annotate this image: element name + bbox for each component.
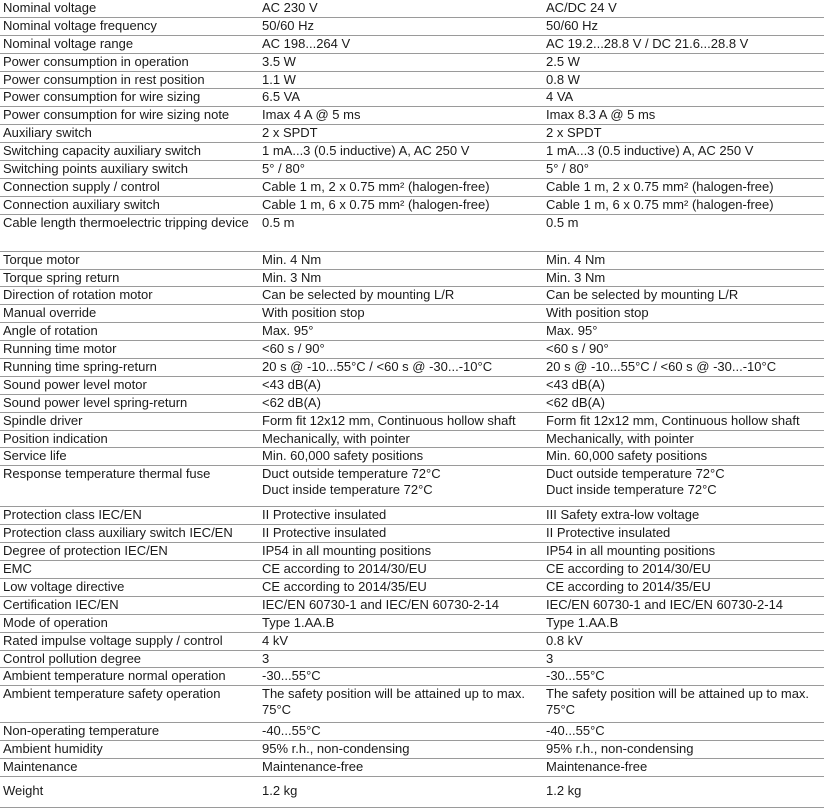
- spec-value-acdc24: Cable 1 m, 2 x 0.75 mm² (halogen-free): [542, 178, 824, 196]
- spec-value-acdc24: <43 dB(A): [542, 376, 824, 394]
- spec-row: [0, 196, 824, 214]
- spec-label: Nominal voltage: [0, 0, 258, 17]
- spec-label: Non-operating temperature: [0, 723, 258, 741]
- spec-row: [0, 323, 824, 341]
- spec-value-ac230: Min. 3 Nm: [258, 269, 542, 287]
- spec-value-ac230: Maintenance-free: [258, 759, 542, 777]
- spec-value-acdc24: CE according to 2014/35/EU: [542, 578, 824, 596]
- spec-value-acdc24: Imax 8.3 A @ 5 ms: [542, 107, 824, 125]
- spec-label: Sound power level spring-return: [0, 394, 258, 412]
- spec-value-ac230: 2 x SPDT: [258, 125, 542, 143]
- spec-value-acdc24: 1 mA...3 (0.5 inductive) A, AC 250 V: [542, 143, 824, 161]
- spec-value-acdc24: <62 dB(A): [542, 394, 824, 412]
- spec-label: Direction of rotation motor: [0, 287, 258, 305]
- spec-row: [0, 759, 824, 777]
- spec-label: Power consumption in operation: [0, 53, 258, 71]
- spec-value-acdc24: CE according to 2014/30/EU: [542, 561, 824, 579]
- spec-label: Rated impulse voltage supply / control: [0, 632, 258, 650]
- spec-value-ac230: Form fit 12x12 mm, Continuous hollow shaft: [258, 412, 542, 430]
- spec-value-acdc24: 5° / 80°: [542, 161, 824, 179]
- spec-value-ac230: CE according to 2014/30/EU: [258, 561, 542, 579]
- spec-row: [0, 214, 824, 251]
- spec-label: Weight: [0, 776, 258, 807]
- spec-value-ac230: Cable 1 m, 6 x 0.75 mm² (halogen-free): [258, 196, 542, 214]
- spec-value-acdc24: 2.5 W: [542, 53, 824, 71]
- spec-value-acdc24: Form fit 12x12 mm, Continuous hollow shaft: [542, 412, 824, 430]
- spec-value-ac230: -40...55°C: [258, 723, 542, 741]
- spec-label: Ambient humidity: [0, 741, 258, 759]
- spec-value-acdc24: 3: [542, 650, 824, 668]
- spec-value-acdc24: <60 s / 90°: [542, 341, 824, 359]
- spec-value-ac230: 0.5 m: [258, 214, 542, 251]
- spec-label: Spindle driver: [0, 412, 258, 430]
- spec-label: Torque spring return: [0, 269, 258, 287]
- spec-row: [0, 161, 824, 179]
- spec-value-acdc24: Type 1.AA.B: [542, 614, 824, 632]
- spec-value-acdc24: III Safety extra-low voltage: [542, 507, 824, 525]
- spec-value-ac230: 3.5 W: [258, 53, 542, 71]
- spec-value-ac230: -30...55°C: [258, 668, 542, 686]
- spec-label: Certification IEC/EN: [0, 596, 258, 614]
- spec-value-ac230: IEC/EN 60730-1 and IEC/EN 60730-2-14: [258, 596, 542, 614]
- spec-value-acdc24: Cable 1 m, 6 x 0.75 mm² (halogen-free): [542, 196, 824, 214]
- spec-value-ac230: 95% r.h., non-condensing: [258, 741, 542, 759]
- spec-value-acdc24: AC 19.2...28.8 V / DC 21.6...28.8 V: [542, 35, 824, 53]
- spec-row: [0, 359, 824, 377]
- spec-label: Mode of operation: [0, 614, 258, 632]
- spec-row: [0, 0, 824, 17]
- spec-label: Degree of protection IEC/EN: [0, 543, 258, 561]
- spec-label: Response temperature thermal fuse: [0, 466, 258, 507]
- spec-row: [0, 143, 824, 161]
- spec-label: Ambient temperature normal operation: [0, 668, 258, 686]
- spec-value-acdc24: 0.5 m: [542, 214, 824, 251]
- spec-row: [0, 723, 824, 741]
- spec-value-ac230: Can be selected by mounting L/R: [258, 287, 542, 305]
- spec-label: Running time motor: [0, 341, 258, 359]
- spec-value-ac230: Min. 60,000 safety positions: [258, 448, 542, 466]
- spec-row: [0, 376, 824, 394]
- spec-value-acdc24: Min. 4 Nm: [542, 251, 824, 269]
- spec-value-ac230: 1.1 W: [258, 71, 542, 89]
- spec-value-acdc24: 0.8 W: [542, 71, 824, 89]
- spec-row: [0, 578, 824, 596]
- spec-value-acdc24: 95% r.h., non-condensing: [542, 741, 824, 759]
- spec-row: [0, 269, 824, 287]
- spec-value-ac230: AC 230 V: [258, 0, 542, 17]
- spec-row: [0, 668, 824, 686]
- spec-row: [0, 305, 824, 323]
- spec-value-acdc24: 2 x SPDT: [542, 125, 824, 143]
- spec-label: Cable length thermoelectric tripping device: [0, 214, 258, 251]
- spec-value-ac230: Min. 4 Nm: [258, 251, 542, 269]
- spec-value-ac230: Duct outside temperature 72°C Duct inside temperature 72°C: [258, 466, 542, 507]
- spec-value-acdc24: 20 s @ -10...55°C / <60 s @ -30...-10°C: [542, 359, 824, 377]
- spec-label: Protection class auxiliary switch IEC/EN: [0, 525, 258, 543]
- spec-label: Power consumption for wire sizing note: [0, 107, 258, 125]
- spec-value-ac230: With position stop: [258, 305, 542, 323]
- spec-row: [0, 614, 824, 632]
- spec-value-ac230: The safety position will be attained up to max. 75°C: [258, 686, 542, 723]
- spec-label: Running time spring-return: [0, 359, 258, 377]
- spec-row: [0, 17, 824, 35]
- spec-value-acdc24: Mechanically, with pointer: [542, 430, 824, 448]
- spec-label: Nominal voltage frequency: [0, 17, 258, 35]
- spec-row: [0, 107, 824, 125]
- spec-value-ac230: CE according to 2014/35/EU: [258, 578, 542, 596]
- spec-row: [0, 596, 824, 614]
- spec-value-acdc24: With position stop: [542, 305, 824, 323]
- spec-row: [0, 125, 824, 143]
- spec-row: [0, 507, 824, 525]
- spec-value-acdc24: IEC/EN 60730-1 and IEC/EN 60730-2-14: [542, 596, 824, 614]
- spec-row: [0, 341, 824, 359]
- spec-label: Manual override: [0, 305, 258, 323]
- spec-row: [0, 741, 824, 759]
- spec-row: [0, 632, 824, 650]
- spec-label: Protection class IEC/EN: [0, 507, 258, 525]
- spec-label: Angle of rotation: [0, 323, 258, 341]
- spec-label: Connection supply / control: [0, 178, 258, 196]
- spec-row: [0, 53, 824, 71]
- spec-value-ac230: 6.5 VA: [258, 89, 542, 107]
- spec-row: [0, 251, 824, 269]
- spec-label: Ambient temperature safety operation: [0, 686, 258, 723]
- spec-value-acdc24: 0.8 kV: [542, 632, 824, 650]
- spec-label: Switching points auxiliary switch: [0, 161, 258, 179]
- spec-label: Torque motor: [0, 251, 258, 269]
- spec-label: EMC: [0, 561, 258, 579]
- spec-label: Power consumption for wire sizing: [0, 89, 258, 107]
- spec-row: [0, 71, 824, 89]
- spec-value-acdc24: 50/60 Hz: [542, 17, 824, 35]
- spec-value-ac230: II Protective insulated: [258, 507, 542, 525]
- spec-value-ac230: 20 s @ -10...55°C / <60 s @ -30...-10°C: [258, 359, 542, 377]
- spec-value-ac230: <62 dB(A): [258, 394, 542, 412]
- spec-value-acdc24: II Protective insulated: [542, 525, 824, 543]
- spec-row: [0, 412, 824, 430]
- spec-value-acdc24: Duct outside temperature 72°C Duct inside temperature 72°C: [542, 466, 824, 507]
- spec-value-acdc24: -40...55°C: [542, 723, 824, 741]
- spec-row: [0, 650, 824, 668]
- spec-row: [0, 35, 824, 53]
- spec-row: [0, 448, 824, 466]
- spec-value-ac230: Mechanically, with pointer: [258, 430, 542, 448]
- spec-row: [0, 430, 824, 448]
- spec-row: [0, 561, 824, 579]
- spec-row: [0, 543, 824, 561]
- spec-value-acdc24: 4 VA: [542, 89, 824, 107]
- spec-value-acdc24: Can be selected by mounting L/R: [542, 287, 824, 305]
- spec-label: Position indication: [0, 430, 258, 448]
- spec-value-ac230: Type 1.AA.B: [258, 614, 542, 632]
- spec-value-acdc24: IP54 in all mounting positions: [542, 543, 824, 561]
- spec-label: Low voltage directive: [0, 578, 258, 596]
- spec-value-acdc24: The safety position will be attained up to max. 75°C: [542, 686, 824, 723]
- spec-label: Control pollution degree: [0, 650, 258, 668]
- spec-value-ac230: IP54 in all mounting positions: [258, 543, 542, 561]
- spec-value-ac230: AC 198...264 V: [258, 35, 542, 53]
- spec-value-acdc24: -30...55°C: [542, 668, 824, 686]
- spec-label: Power consumption in rest position: [0, 71, 258, 89]
- spec-label: Sound power level motor: [0, 376, 258, 394]
- spec-value-ac230: Cable 1 m, 2 x 0.75 mm² (halogen-free): [258, 178, 542, 196]
- spec-value-acdc24: Max. 95°: [542, 323, 824, 341]
- spec-row: [0, 525, 824, 543]
- spec-row: [0, 686, 824, 723]
- spec-value-ac230: Imax 4 A @ 5 ms: [258, 107, 542, 125]
- spec-value-ac230: 1.2 kg: [258, 776, 542, 807]
- spec-row: [0, 89, 824, 107]
- spec-value-ac230: <60 s / 90°: [258, 341, 542, 359]
- spec-label: Service life: [0, 448, 258, 466]
- spec-value-ac230: 3: [258, 650, 542, 668]
- spec-label: Connection auxiliary switch: [0, 196, 258, 214]
- spec-value-ac230: 50/60 Hz: [258, 17, 542, 35]
- spec-row: [0, 466, 824, 507]
- spec-label: Switching capacity auxiliary switch: [0, 143, 258, 161]
- spec-row: [0, 287, 824, 305]
- spec-value-acdc24: Maintenance-free: [542, 759, 824, 777]
- spec-label: Auxiliary switch: [0, 125, 258, 143]
- spec-row: [0, 394, 824, 412]
- spec-value-acdc24: Min. 3 Nm: [542, 269, 824, 287]
- spec-value-ac230: II Protective insulated: [258, 525, 542, 543]
- spec-value-acdc24: Min. 60,000 safety positions: [542, 448, 824, 466]
- spec-value-acdc24: 1.2 kg: [542, 776, 824, 807]
- spec-value-ac230: 1 mA...3 (0.5 inductive) A, AC 250 V: [258, 143, 542, 161]
- spec-label: Maintenance: [0, 759, 258, 777]
- spec-value-ac230: 5° / 80°: [258, 161, 542, 179]
- spec-value-acdc24: AC/DC 24 V: [542, 0, 824, 17]
- spec-label: Nominal voltage range: [0, 35, 258, 53]
- spec-value-ac230: <43 dB(A): [258, 376, 542, 394]
- spec-value-ac230: Max. 95°: [258, 323, 542, 341]
- spec-value-ac230: 4 kV: [258, 632, 542, 650]
- spec-row: [0, 178, 824, 196]
